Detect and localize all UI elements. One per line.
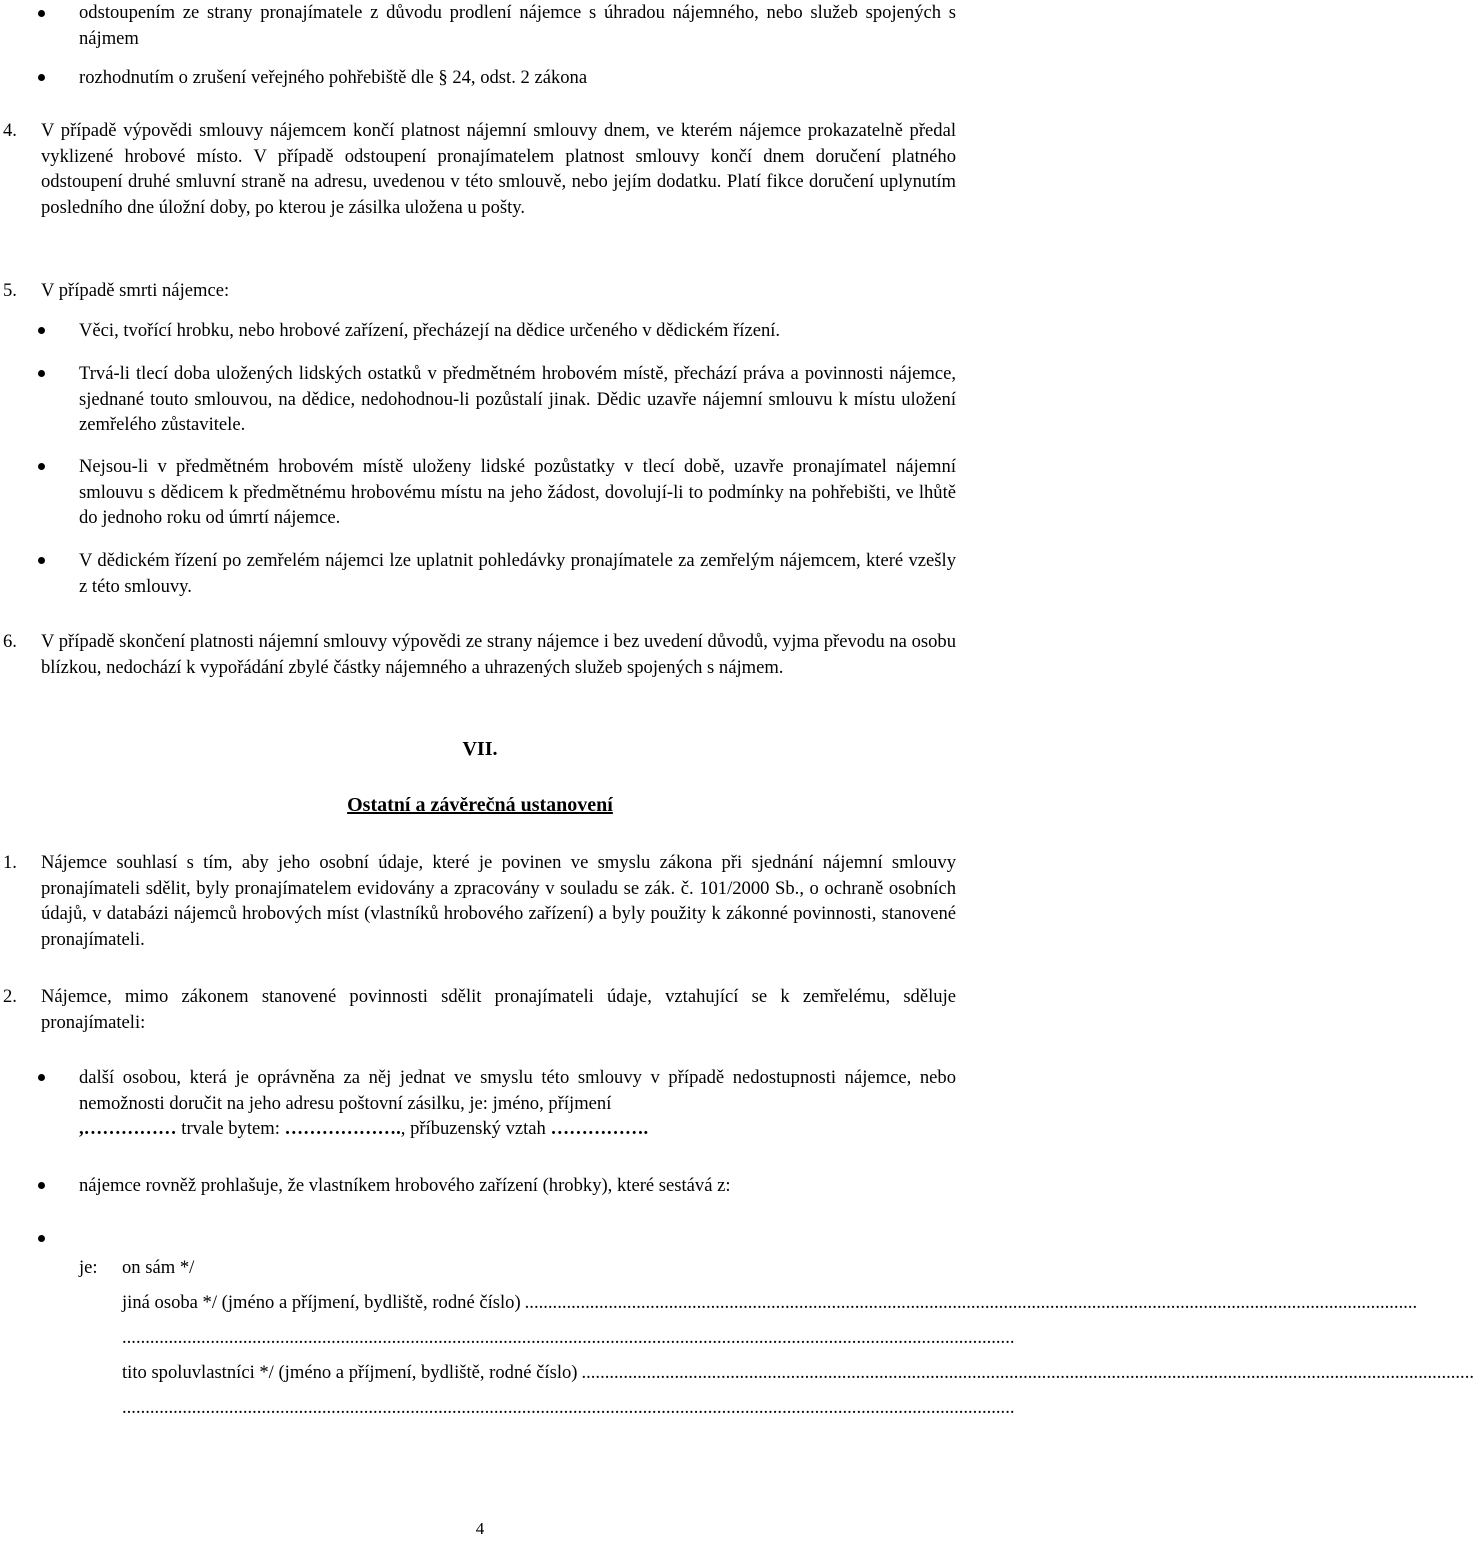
paragraph: Nájemce, mimo zákonem stanovené povinnosti sdělit pronajímateli údaje, vztahující se k zemřelému, sděluje pronajímateli: xyxy=(41,986,956,1033)
fill-line xyxy=(122,1360,1474,1386)
dotted-blank: ................................................................................................................................................................................................ xyxy=(581,1362,1474,1383)
item-number: 1. xyxy=(3,852,17,873)
fill-blank: ,…………… xyxy=(79,1118,177,1139)
list-item: Nejsou-li v předmětném hrobovém místě uloženy lidské pozůstatky v tlecí době, uzavře pronajímatel nájemní smlouvu s dědicem k předmětnému hrobovému místu na jeho žádost, dovolují-li to podmínky na pohřebišti, ve lhůtě do jednoho roku od úmrtí nájemce. xyxy=(79,456,956,528)
bullet-icon xyxy=(38,10,45,17)
paragraph: Nájemce souhlasí s tím, aby jeho osobní údaje, které je povinen ve smyslu zákona při sjednání nájemní smlouvy pronajímateli sdělit, byly pronajímatelem evidovány a zpracovány v souladu se zák. č. 101/2000 Sb., o ochraně osobních údajů, v databázi nájemců hrobových míst (vlastníků hrobového zařízení) a byly použity k zákonné povinnosti, stanovené pronajímateli. xyxy=(41,852,956,950)
dotted-blank: ................................................................................................................................................................................................ xyxy=(122,1327,1015,1348)
fill-line xyxy=(122,1395,1015,1421)
item-number: 2. xyxy=(3,986,17,1007)
paragraph: V případě smrti nájemce: xyxy=(41,280,230,301)
dotted-blank: ................................................................................................................................................................................................ xyxy=(122,1397,1015,1418)
list-item xyxy=(79,1065,956,1142)
list-item: Věci, tvořící hrobku, nebo hrobové zařízení, přecházejí na dědice určeného v dědickém řízení. xyxy=(79,320,781,341)
fill-blank: ………………. xyxy=(284,1118,401,1139)
list-item: rozhodnutím o zrušení veřejného pohřebiště dle § 24, odst. 2 zákona xyxy=(79,67,588,88)
option-co-owners: tito spoluvlastníci */ (jméno a příjmení, bydliště, rodné číslo) xyxy=(122,1362,578,1383)
fill-line xyxy=(122,1325,1015,1351)
bullet-icon xyxy=(38,1235,45,1242)
item-number: 4. xyxy=(3,120,17,141)
section-title-wrap xyxy=(0,793,960,819)
inline-label: , příbuzenský vztah xyxy=(400,1118,551,1139)
bullet-icon xyxy=(38,327,45,334)
bullet-icon xyxy=(38,1074,45,1081)
fill-line xyxy=(122,1290,1418,1316)
bullet-icon xyxy=(38,74,45,81)
paragraph: V případě skončení platnosti nájemní smlouvy výpovědi ze strany nájemce i bez uvedení důvodů, vyjma převodu na osobu blízkou, nedochází k vypořádání zbylé částky nájemného a uhrazených služeb spojených s nájmem. xyxy=(41,631,956,678)
option-self: on sám */ xyxy=(122,1257,195,1278)
item-number: 6. xyxy=(3,631,17,652)
item-number: 5. xyxy=(3,280,17,301)
fill-blank: ……………. xyxy=(550,1118,649,1139)
inline-label: trvale bytem: xyxy=(176,1118,285,1139)
list-item: Trvá-li tlecí doba uložených lidských ostatků v předmětném hrobovém místě, přechází práva a povinnosti nájemce, sjednané touto smlouvou, na dědice, nedohodnou-li pozůstalí jinak. Dědic uzavře nájemní smlouvu k místu uložení zemřelého zůstavitele. xyxy=(79,363,956,435)
list-item: V dědickém řízení po zemřelém nájemci lze uplatnit pohledávky pronajímatele za zemřelým nájemcem, které vzešly z této smlouvy. xyxy=(79,550,956,597)
je-label: je: xyxy=(79,1257,98,1278)
option-other-person: jiná osoba */ (jméno a příjmení, bydliště, rodné číslo) xyxy=(122,1292,521,1313)
bullet-icon xyxy=(38,557,45,564)
bullet-icon xyxy=(38,370,45,377)
dotted-blank: ................................................................................................................................................................................................ xyxy=(524,1292,1418,1313)
paragraph: V případě výpovědi smlouvy nájemcem končí platnost nájemní smlouvy dnem, ve kterém nájemce prokazatelně předal vyklizené hrobové místo. V případě odstoupení pronajímatelem platnost smlouvy končí dnem doručení platného odstoupení druhé smluvní straně na adresu, uvedenou v této smlouvě, nebo jejím dodatku. Platí fikce doručení uplynutím posledního dne úložní doby, po kterou je zásilka uložena u pošty. xyxy=(41,120,956,218)
list-item: nájemce rovněž prohlašuje, že vlastníkem hrobového zařízení (hrobky), které sestává z: xyxy=(79,1175,731,1196)
section-number: VII. xyxy=(462,738,498,760)
page-number: 4 xyxy=(475,1519,485,1538)
list-item-text: další osobou, která je oprávněna za něj jednat ve smyslu této smlouvy v případě nedostupnosti nájemce, nebo nemožnosti doručit na jeho adresu poštovní zásilku, je: jméno, příjmení xyxy=(79,1067,956,1114)
section-title: Ostatní a závěrečná ustanovení xyxy=(347,794,613,816)
list-item: odstoupením ze strany pronajímatele z důvodu prodlení nájemce s úhradou nájemného, nebo služeb spojených s nájmem xyxy=(79,2,956,49)
bullet-icon xyxy=(38,463,45,470)
bullet-icon xyxy=(38,1182,45,1189)
